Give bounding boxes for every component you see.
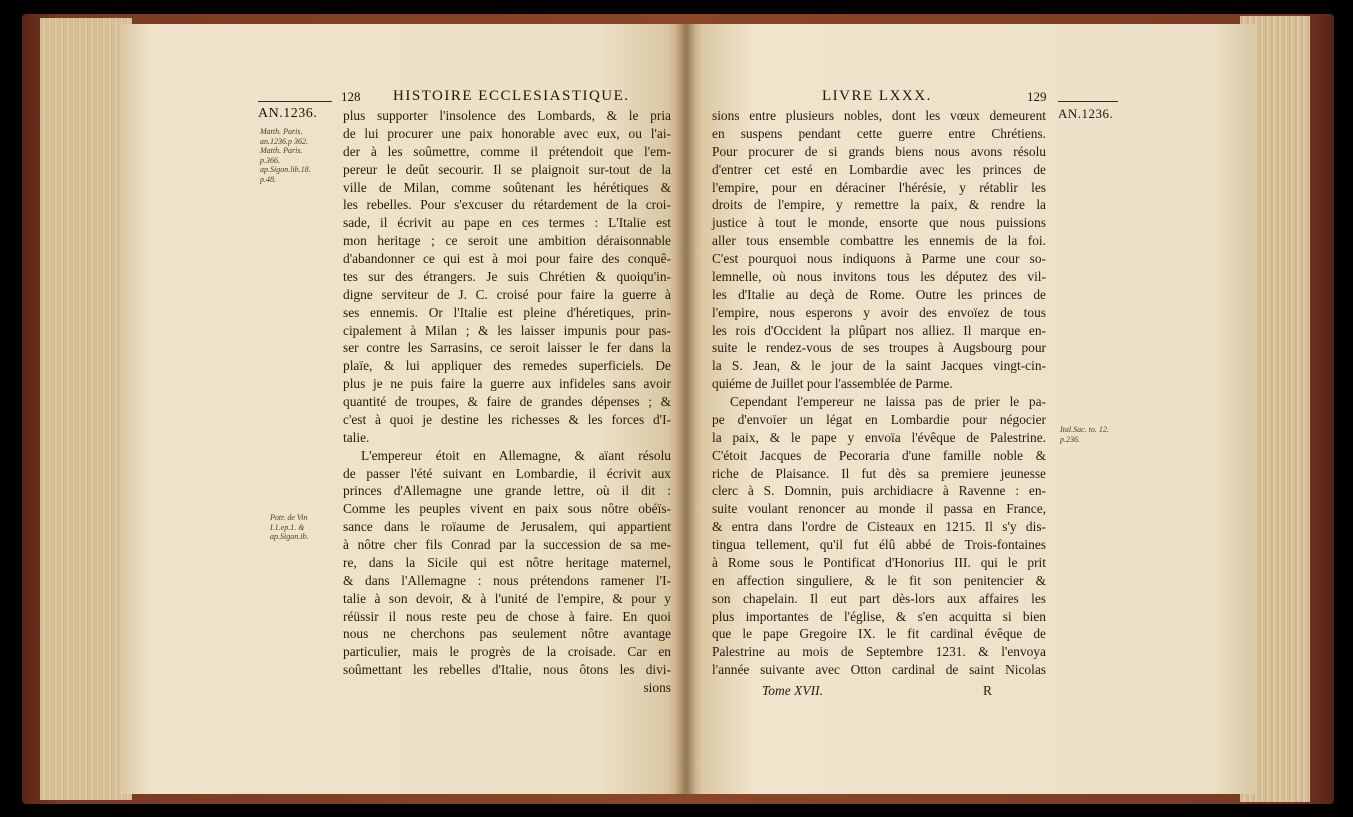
text-line: princes d'Allemagne une grande lettre, où il dit :: [343, 483, 671, 499]
text-line: talie.: [343, 429, 370, 445]
page-number-left: 128: [341, 89, 361, 104]
text-line: d'abandonner ce qui est à moi pour faire des conquê-: [343, 251, 671, 266]
text-line: re, dans la Sicile qui est nôtre heritage maternel,: [343, 554, 671, 570]
text-line: der à les soûmettre, comme il prétendoit que l'em-: [343, 143, 671, 159]
running-head-right: LIVRE LXXX.: [822, 88, 932, 104]
right-page-text: [712, 107, 1046, 679]
text-line: en suspens pendant cette guerre entre Chrétiens.: [712, 125, 1046, 141]
text-line: lemnelle, où nous invitons tous les députez des vil-: [712, 268, 1046, 284]
margin-note-right: Ital.Sac. to. 12. p.236.: [1060, 425, 1109, 444]
text-line: particulier, mais le progrès de la croisade. Car en: [343, 644, 671, 660]
text-line: & dans l'Allemagne : nous prétendons ramener l'I-: [343, 572, 671, 588]
text-line: ser contre les Sarrasins, ce seroit laisser le fer dans la: [343, 340, 671, 356]
text-line: plus importantes de l'église, & s'en acquitta si bien: [712, 608, 1046, 624]
text-line: de passer l'été suivant en Lombardie, il écrivit aux: [343, 465, 671, 481]
text-line: C'est pourquoi nous indiquons à Parme une cour so-: [712, 251, 1046, 266]
text-line: talie à son devoir, & à l'unité de l'empire, & pour y: [343, 590, 671, 606]
text-line: quantité de troupes, & faire de grandes dépenses ; &: [343, 394, 671, 409]
text-line: la S. Jean, & le jour de la saint Jacques vingt-cin-: [712, 358, 1046, 374]
text-line: C'étoit Jacques de Pecoraria d'une famille noble &: [712, 447, 1046, 463]
text-line: tes sur des étrangers. Je suis Chrétien & quoiqu'in-: [343, 268, 671, 284]
footer-volume: Tome XVII.: [762, 683, 823, 698]
text-line: plus je ne puis faire la guerre aux infideles sans avoir: [343, 376, 671, 392]
text-line: pereur le deût secourir. Il se plaignoit sur-tout de la: [343, 161, 671, 177]
left-page-text: [343, 107, 671, 697]
text-line: ville de Milan, comme soûtenant les hérétiques &: [343, 179, 671, 195]
text-line: soûmettant les rebelles d'Italie, nous ôtons les divi-: [343, 662, 671, 678]
text-line: Palestrine au mois de Septembre 1231. & l'envoya: [712, 644, 1046, 660]
left-page-edges: [40, 18, 132, 800]
text-line: droits de l'empire, y remettre la paix, & rendre la: [712, 197, 1046, 213]
text-line: l'année suivante avec Otton cardinal de saint Nicolas: [712, 662, 1046, 678]
text-line: Pour procurer de si grands biens nous avons résolu: [712, 143, 1046, 159]
text-line: sade, il écrivit au pape en ces termes : L'Italie est: [343, 215, 671, 231]
text-line: tingua tellement, qu'il fut élû abbé de Trois-fontaines: [712, 537, 1046, 552]
margin-note-left-top: Matth. Paris. an.1236.p 362. Matth. Paris. p.366. ap.Sigon.lib.18. p.48.: [260, 127, 311, 184]
text-line: Cependant l'empereur ne laissa pas de prier le pa-: [730, 394, 1046, 409]
text-line: les rebelles. Pour s'excuser du rétardement de la croi-: [343, 197, 671, 213]
text-line: clerc à S. Domnin, puis archidiacre à Ravenne : en-: [712, 483, 1046, 499]
text-line: à nôtre cher fils Conrad par la succession de sa me-: [343, 537, 671, 552]
text-line: réüssir il nous reste peu de chose à faire. En quoi: [343, 608, 671, 624]
text-line: justice à tout le monde, ensorte que nous puissions: [712, 215, 1046, 231]
text-line: à Rome sous le Pontificat d'Honorius III. qui le prit: [712, 554, 1046, 570]
year-label-right: AN.1236.: [1058, 106, 1114, 121]
text-line: mon heritage ; ce seroit une ambition déraisonnable: [343, 233, 671, 249]
text-line: son chapelain. Il eut part dès-lors aux affaires les: [712, 590, 1046, 606]
text-line: les rois d'Occident la plûpart nos alliez. Il marque en-: [712, 322, 1046, 338]
text-line: les d'Italie au deçà de Rome. Outre les princes de: [712, 286, 1046, 302]
margin-note-left-bottom: Potr. de Vin I.1.ep.1. & ap.Sigon.ib.: [270, 513, 309, 541]
text-line: que le pape Gregoire IX. le fit cardinal évêque de: [712, 626, 1046, 642]
text-line: digne serviteur de J. C. croisé pour faire la guerre à: [343, 286, 671, 302]
footer-signature: R: [983, 683, 993, 698]
text-line: sance dans le roïaume de Jerusalem, qui appartient: [343, 519, 671, 535]
text-line: riche de Plaisance. Il fut dès sa premiere jeunesse: [712, 465, 1046, 481]
text-line: L'empereur étoit en Allemagne, & aïant résolu: [361, 447, 671, 463]
text-line: suite le rendez-vous de ses troupes à Augsbourg pour: [712, 340, 1046, 356]
text-line: l'empire, nous esperons y avoir des envoïez de tous: [712, 304, 1046, 320]
text-line: cipalement à Milan ; & les laisser impunis pour pas-: [343, 322, 671, 338]
catchword-left: sions: [643, 680, 671, 695]
text-line: d'entrer cet esté en Lombardie avec les princes de: [712, 161, 1046, 177]
year-label-left: AN.1236.: [258, 106, 318, 121]
text-line: pe d'envoïer un légat en Lombardie pour négocier: [712, 411, 1046, 427]
text-line: aller tous ensemble combattre les ennemis de la foi.: [712, 233, 1046, 249]
text-line: l'empire, pour en déraciner l'hérésie, y rétablir les: [712, 179, 1046, 195]
text-line: Comme les peuples vivent en paix sous nôtre obéïs-: [343, 501, 671, 517]
text-line: plus supporter l'insolence des Lombards, & le pria: [343, 108, 671, 123]
text-line: de lui procurer une paix honorable avec eux, ou l'ai-: [343, 125, 671, 141]
text-line: plaïe, & lui appliquer des remedes superficiels. De: [343, 358, 671, 374]
year-rule-left: [258, 101, 332, 102]
text-line: quiéme de Juillet pour l'assemblée de Parme.: [712, 376, 953, 392]
text-line: & entra dans l'ordre de Cisteaux en 1215. Il s'y dis-: [712, 519, 1046, 535]
book-gutter: [676, 24, 696, 794]
text-line: suite voulant renoncer au monde il passa en France,: [712, 501, 1046, 517]
text-line: en affection singuliere, & le fit son penitencier &: [712, 572, 1046, 588]
running-head-left: HISTOIRE ECCLESIASTIQUE.: [393, 88, 630, 104]
text-line: sions entre plusieurs nobles, dont les vœux demeurent: [712, 108, 1046, 123]
text-line: nous ne cherchons pas seulement nôtre avantage: [343, 626, 671, 642]
year-rule-right: [1058, 101, 1118, 102]
text-line: c'est à quoi je destine les richesses & les forces d'I-: [343, 411, 671, 427]
page-number-right: 129: [1027, 89, 1047, 104]
text-line: ses ennemis. Or l'Italie est pleine d'héretiques, prin-: [343, 304, 671, 320]
text-line: la paix, & le pape y envoïa l'évêque de Palestrine.: [712, 429, 1046, 445]
